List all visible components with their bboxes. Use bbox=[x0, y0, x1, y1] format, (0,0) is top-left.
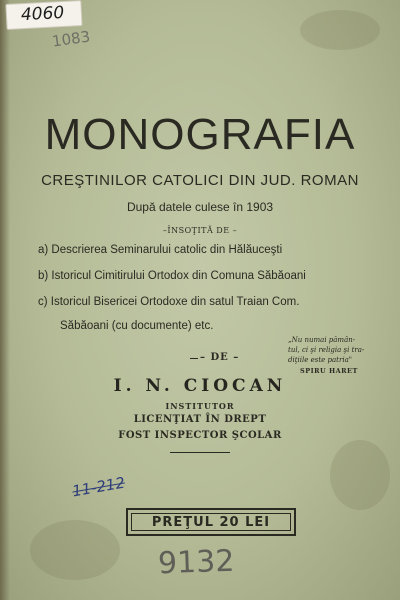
rule bbox=[190, 358, 198, 359]
author-credential: LICENŢIAT ÎN DREPT bbox=[133, 414, 267, 425]
content-item: b) Istoricul Cimitirului Ortodox din Comuna Săbăoani bbox=[38, 270, 306, 282]
epigraph-line: tul, ci şi religia şi tra- bbox=[288, 346, 365, 354]
epigraph-line: „Nu numai pămân- bbox=[288, 336, 356, 344]
book-title: MONOGRAFIA bbox=[44, 110, 356, 159]
stain bbox=[330, 440, 390, 510]
library-label-sticker bbox=[5, 0, 82, 30]
pencil-shelf-mark: 1083 bbox=[50, 27, 92, 51]
content-item: a) Descrierea Seminarului catolic din Hălăuceşti bbox=[38, 244, 283, 256]
library-label: 4060 bbox=[20, 2, 65, 26]
accompanied-by: –ÎNSOŢITĂ DE – bbox=[162, 226, 238, 235]
epigraph-line: diţiile este patria" bbox=[288, 356, 352, 364]
stain bbox=[30, 520, 120, 580]
content-item: c) Istoricul Bisericei Ortodoxe din satul Traian Com. bbox=[38, 296, 300, 308]
price-label: PREŢUL 20 LEI bbox=[151, 515, 271, 530]
author-credential: INSTITUTOR bbox=[165, 401, 235, 411]
ornament-rule bbox=[170, 452, 230, 453]
author-credential: FOST INSPECTOR ŞCOLAR bbox=[118, 430, 282, 441]
cover-edge-shadow bbox=[0, 0, 10, 600]
book-subtitle: CREŞTINILOR CATOLICI DIN JUD. ROMAN bbox=[41, 172, 359, 189]
blue-ink-mark: 11-212 bbox=[70, 473, 127, 501]
author-name: I. N. CIOCAN bbox=[113, 376, 287, 396]
price-box bbox=[126, 508, 296, 536]
data-line: După datele culese în 1903 bbox=[126, 200, 274, 214]
pencil-number: 9132 bbox=[157, 543, 235, 582]
epigraph-author: SPIRU HARET bbox=[300, 367, 358, 375]
content-item: Săbăoani (cu documente) etc. bbox=[60, 320, 214, 332]
stain bbox=[300, 10, 380, 50]
by-label: – DE – bbox=[200, 352, 240, 363]
